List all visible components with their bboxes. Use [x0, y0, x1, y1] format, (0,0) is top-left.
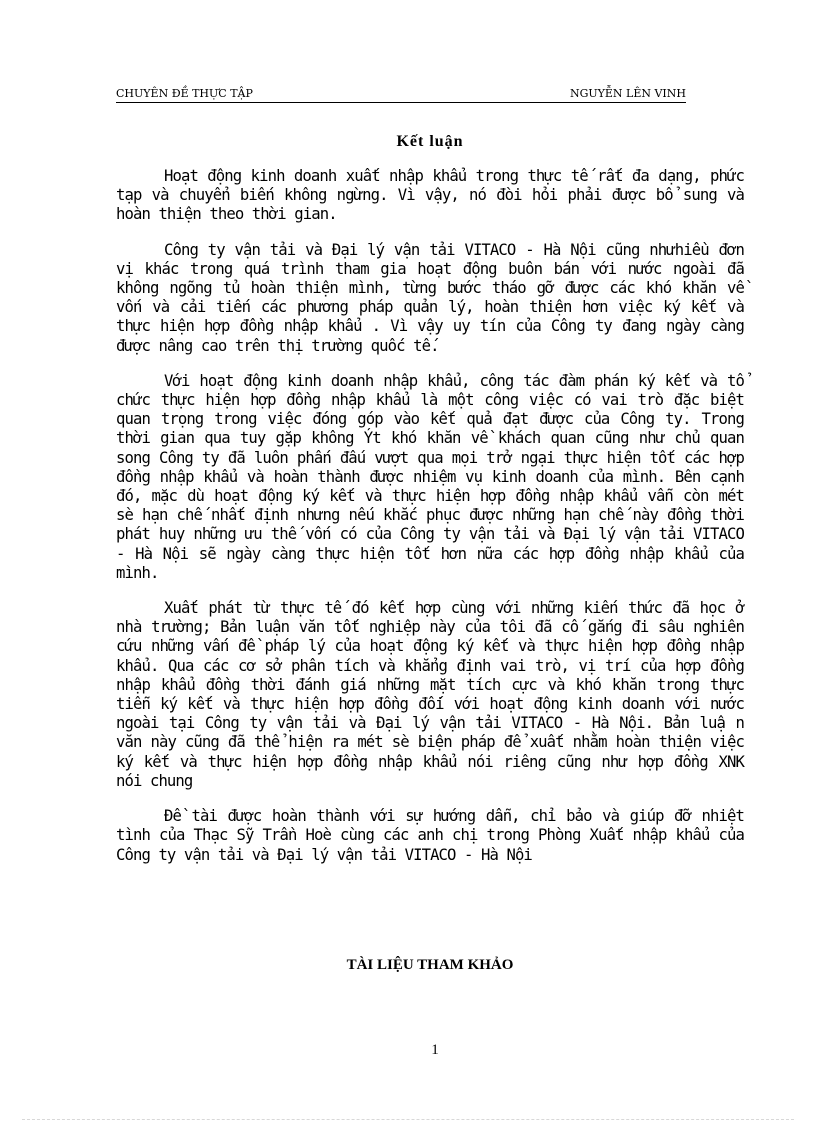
references-heading: TÀI LIỆU THAM KHẢO — [346, 957, 514, 973]
page-divider — [22, 1119, 794, 1120]
paragraph-4: Xuất phát từ thực tế đó kết hợp cùng với những kiến thức đã học ở nhà trường; Bản luận văn tốt nghiệp này của tôi đã cố gắng đi sâu nghiên cứu những vấn đề pháp lý của hoạt động ký kết và thực hiện hợp đồng nhập khẩu. Qua các cơ sở phân tích và khẳng định vai trò, vị trí của hợp đồng nhập khẩu đồng thời đánh giá những mặt tích cực và khó khăn trong thực tiễn ký kết và thực hiện hợp đồng đối với hoạt động kinh doanh với nước ngoài tại Công ty vận tải và Đại lý vận tải VITACO - Hà Nội. Bản luậ n văn này cũng đã thể hiện ra mét sè biện pháp để xuất nhằm hoàn thiện việc ký kết và thực hiện hợp đồng nhập khẩu nói riêng cũng như hợp đồng XNK nói chung — [116, 599, 744, 790]
page-title: Kết luận — [396, 133, 464, 150]
page-number: 1 — [431, 1042, 439, 1058]
header-topic: CHUYÊN ĐỀ THỰC TẬP — [116, 87, 253, 100]
paragraph-2: Công ty vận tải và Đại lý vận tải VITACO - Hà Nội cũng nhưhiều đơn vị khác trong quá trình tham gia hoạt động buôn bán với nước ngoài đã không ngõng tủ hoàn thiện mình, từng bước tháo gỡ được các khó khăn về vốn và cải tiến các phương pháp quản lý, hoàn thiện hơn việc ký kết và thực hiện hợp đồng nhập khẩu . Vì vậy uy tín của Công ty đang ngày càng được nâng cao trên thị trường quốc tế. — [116, 240, 744, 355]
paragraph-3: Với hoạt động kinh doanh nhập khẩu, công tác đàm phán ký kết và tổ chức thực hiện hợp đồng nhập khẩu là một công việc có vai trò đặc biệt quan trọng trong việc đóng góp vào kết quả đạt được của Công ty. Trong thời gian qua tuy gặp không Ýt khó khăn về khách quan cũng như chủ quan song Công ty đã luôn phấn đấu vượt qua mọi trở ngại thực hiện tốt các hợp đồng nhập khẩu và hoàn thành được nhiệm vụ kinh doanh của mình. Bên cạnh đó, mặc dù hoạt động ký kết và thực hiện hợp đồng nhập khẩu vẫn còn mét sè hạn chế nhất định nhưng nếu khắc phục được những hạn chế này đồng thời phát huy những ưu thế vốn có của Công ty vận tải và Đại lý vận tải VITACO - Hà Nội sẽ ngày càng thực hiện tốt hơn nữa các hợp đồng nhập khẩu của mình. — [116, 371, 744, 582]
header-author: NGUYỄN LÊN VINH — [569, 87, 686, 100]
conclusion-body — [116, 167, 744, 881]
page-header — [116, 88, 686, 103]
paragraph-1: Hoạt động kinh doanh xuất nhập khẩu trong thực tế rất đa dạng, phức tạp và chuyển biến không ngừng. Vì vậy, nó đòi hỏi phải được bổ sung và hoàn thiện theo thời gian. — [116, 167, 744, 224]
paragraph-5: Đề tài được hoàn thành với sự hướng dẫn, chỉ bảo và giúp đỡ nhiệt tình của Thạc Sỹ Trần Hoè cùng các anh chị trong Phòng Xuất nhập khẩu của Công ty vận tải và Đại lý vận tải VITACO - Hà Nội — [116, 807, 744, 864]
